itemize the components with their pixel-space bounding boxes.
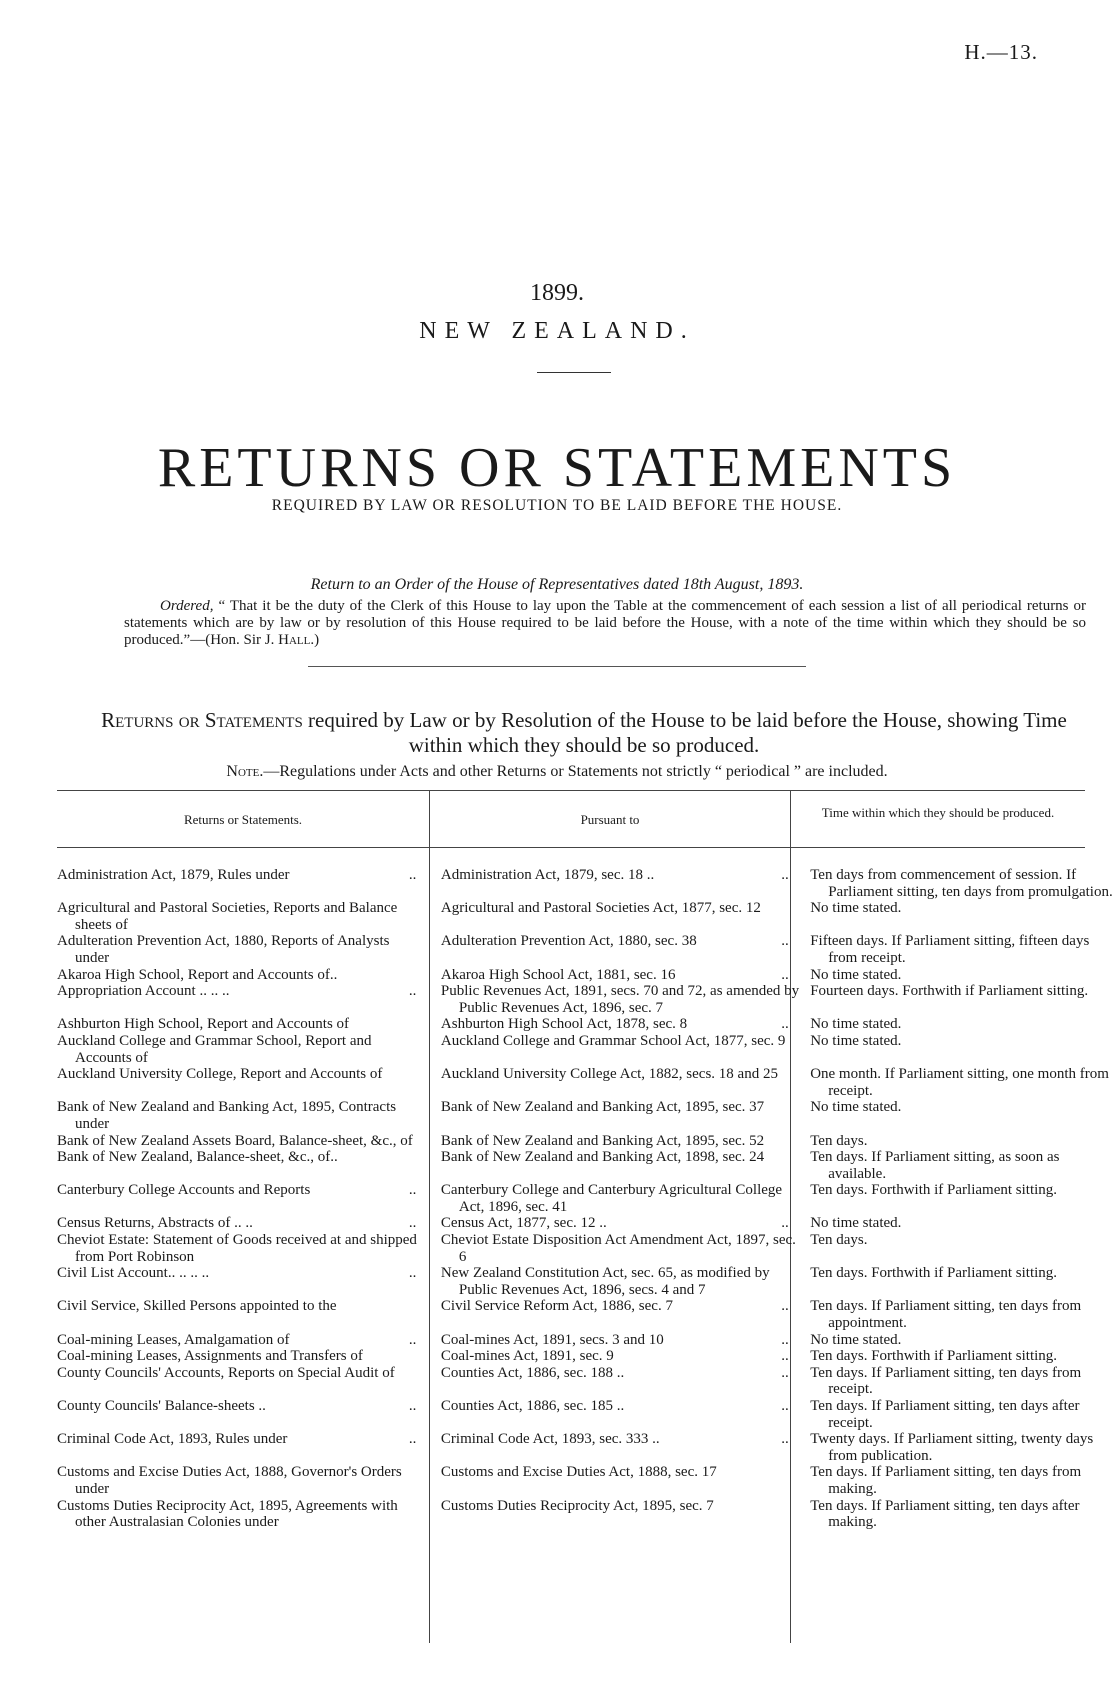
cell-return: Agricultural and Pastoral Societies, Reports and Balance sheets of — [57, 900, 398, 933]
cell-return: Bank of New Zealand, Balance-sheet, &c., of.. — [57, 1149, 338, 1166]
cell-return: Customs and Excise Duties Act, 1888, Governor's Orders under — [57, 1464, 402, 1497]
table-row — [0, 1431, 1114, 1464]
cell-time: Ten days. — [810, 1232, 868, 1249]
cell-return: Civil List Account.. .. .. .. .. — [57, 1265, 417, 1282]
table-row — [0, 967, 1114, 984]
order-text: “ That it be the duty of the Clerk of this House to lay upon the Table at the commencement of each session a list of all periodical returns or statements which are by law or by resolution of this House required to be laid before the House, with a note of the time within which they should be so produced.”—(Hon. Sir J. — [124, 598, 1086, 648]
table-row — [0, 1066, 1114, 1099]
cell-return: Coal-mining Leases, Amalgamation of .. — [57, 1331, 417, 1348]
table-heading — [82, 708, 1086, 758]
cell-return: Civil Service, Skilled Persons appointed to the — [57, 1298, 337, 1315]
cell-time: Ten days. If Parliament sitting, ten days after receipt. — [810, 1398, 1080, 1431]
cell-time: Ten days. If Parliament sitting, ten days from making. — [810, 1464, 1082, 1497]
table-body — [0, 867, 1114, 1531]
cell-pursuant: Customs and Excise Duties Act, 1888, sec. 17 — [440, 1464, 717, 1481]
cell-pursuant: Customs Duties Reciprocity Act, 1895, sec. 7 — [440, 1497, 714, 1514]
cell-pursuant: Bank of New Zealand and Banking Act, 1895, sec. 37 — [440, 1099, 765, 1116]
cell-return: Auckland University College, Report and Accounts of — [57, 1066, 383, 1083]
cell-return: Auckland College and Grammar School, Report and Accounts of — [57, 1032, 372, 1066]
table-row — [0, 1182, 1114, 1215]
table-row — [0, 1232, 1114, 1265]
cell-time: Fifteen days. If Parliament sitting, fifteen days from receipt. — [810, 933, 1090, 966]
table-row — [0, 1149, 1114, 1182]
cell-time: One month. If Parliament sitting, one month from receipt. — [810, 1066, 1109, 1099]
return-order-line: Return to an Order of the House of Representatives dated 18th August, 1893. — [310, 576, 804, 593]
note-label: Note. — [226, 763, 264, 780]
order-word: Ordered, — [160, 598, 214, 614]
subtitle: REQUIRED BY LAW OR RESOLUTION TO BE LAID BEFORE THE HOUSE. — [271, 497, 843, 514]
cell-return: Customs Duties Reciprocity Act, 1895, Agreements with other Australasian Colonies under — [57, 1497, 398, 1531]
cell-return: Canterbury College Accounts and Reports .. — [57, 1182, 417, 1199]
table-row — [0, 1016, 1114, 1033]
cell-pursuant: Census Act, 1877, sec. 12 .. .. — [440, 1215, 789, 1232]
cell-time: Ten days from commencement of session. If Parliament sitting, ten days from promulgation. — [810, 867, 1113, 900]
column-header-returns: Returns or Statements. — [183, 812, 303, 827]
year: 1899. — [530, 280, 584, 306]
cell-return: Criminal Code Act, 1893, Rules under .. — [57, 1431, 417, 1448]
cell-pursuant: Adulteration Prevention Act, 1880, sec. 38 .. — [440, 933, 789, 950]
cell-return: Appropriation Account .. .. .. .. — [57, 983, 417, 1000]
cell-time: No time stated. — [810, 1016, 902, 1033]
cell-pursuant: New Zealand Constitution Act, sec. 65, as modified by Public Revenues Act, 1896, secs. 4 and 7 — [440, 1265, 770, 1298]
cell-return: Adulteration Prevention Act, 1880, Reports of Analysts under — [57, 933, 390, 966]
table-row — [0, 1298, 1114, 1331]
divider-short — [537, 372, 611, 373]
cell-time: No time stated. — [810, 1099, 902, 1116]
cell-return: Akaroa High School, Report and Accounts of.. — [57, 966, 338, 983]
cell-time: No time stated. — [810, 1032, 902, 1049]
table-row — [0, 1133, 1114, 1150]
cell-pursuant: Counties Act, 1886, sec. 185 .. .. — [440, 1398, 789, 1414]
cell-time: No time stated. — [810, 966, 902, 983]
cell-pursuant: Auckland College and Grammar School Act, 1877, sec. 9 — [440, 1032, 786, 1049]
table-heading-rest: required by Law or by Resolution of the House to be laid before the House, showing Time within which they should be so produced. — [308, 708, 1067, 757]
cell-pursuant: Bank of New Zealand and Banking Act, 1898, sec. 24 — [440, 1149, 765, 1166]
table-row — [0, 1215, 1114, 1232]
table-row — [0, 1265, 1114, 1298]
cell-time: Ten days. Forthwith if Parliament sitting. — [810, 1265, 1058, 1282]
table-row — [0, 1099, 1114, 1132]
column-header-pursuant: Pursuant to — [580, 812, 640, 827]
cell-pursuant: Bank of New Zealand and Banking Act, 1895, sec. 52 — [440, 1132, 765, 1149]
table-header-rule — [57, 847, 1085, 848]
cell-time: Ten days. If Parliament sitting, as soon as available. — [810, 1149, 1060, 1182]
cell-time: No time stated. — [810, 900, 902, 917]
table-row — [0, 983, 1114, 1016]
table-row — [0, 933, 1114, 966]
cell-time: Ten days. Forthwith if Parliament sitting. — [810, 1182, 1058, 1199]
cell-pursuant: Akaroa High School Act, 1881, sec. 16 .. — [440, 966, 789, 983]
cell-time: Fourteen days. Forthwith if Parliament sitting. — [810, 983, 1089, 1000]
divider-mid — [308, 666, 806, 667]
table-row — [0, 1365, 1114, 1398]
cell-time: Ten days. If Parliament sitting, ten days after making. — [810, 1497, 1080, 1531]
cell-time: Ten days. — [810, 1132, 868, 1149]
page-reference: H.—13. — [964, 40, 1038, 64]
table-heading-lead: Returns or Statements — [101, 708, 303, 732]
cell-pursuant: Criminal Code Act, 1893, sec. 333 .. .. — [440, 1431, 789, 1448]
cell-time: Ten days. If Parliament sitting, ten days from receipt. — [810, 1364, 1082, 1398]
table-row — [0, 1398, 1114, 1431]
cell-pursuant: Civil Service Reform Act, 1886, sec. 7 .. — [440, 1298, 789, 1315]
cell-return: Ashburton High School, Report and Accounts of — [57, 1016, 350, 1033]
note — [0, 763, 1114, 781]
cell-pursuant: Coal-mines Act, 1891, sec. 9 .. — [440, 1348, 789, 1365]
cell-time: No time stated. — [810, 1215, 902, 1232]
cell-time: Ten days. If Parliament sitting, ten days from appointment. — [810, 1298, 1082, 1332]
table-row — [0, 1332, 1114, 1349]
cell-pursuant: Public Revenues Act, 1891, secs. 70 and 72, as amended by Public Revenues Act, 1896, sec. 7 — [440, 983, 800, 1016]
note-text: —Regulations under Acts and other Returns or Statements not strictly “ periodical ” are included. — [263, 763, 888, 780]
cell-time: No time stated. — [810, 1331, 902, 1348]
cell-time: Ten days. Forthwith if Parliament sitting. — [810, 1348, 1058, 1365]
column-header-time: Time within which they should be produced. — [821, 805, 1055, 820]
cell-return: County Councils' Accounts, Reports on Special Audit of — [57, 1364, 395, 1381]
cell-pursuant: Administration Act, 1879, sec. 18 .. .. — [440, 867, 789, 883]
cell-pursuant: Auckland University College Act, 1882, secs. 18 and 25 — [440, 1066, 778, 1083]
order-name: Hall. — [278, 632, 315, 648]
cell-return: Cheviot Estate: Statement of Goods received at and shipped from Port Robinson — [57, 1232, 417, 1265]
cell-time: Twenty days. If Parliament sitting, twenty days from publication. — [810, 1431, 1094, 1464]
table-row — [0, 1498, 1114, 1531]
order-paragraph — [124, 598, 1086, 649]
cell-pursuant: Counties Act, 1886, sec. 188 .. .. — [440, 1364, 789, 1381]
table-row — [0, 1033, 1114, 1066]
cell-return: Coal-mining Leases, Assignments and Transfers of — [57, 1348, 363, 1365]
cell-return: Bank of New Zealand and Banking Act, 1895, Contracts under — [57, 1099, 397, 1132]
cell-pursuant: Ashburton High School Act, 1878, sec. 8 .. — [440, 1016, 789, 1033]
cell-pursuant: Canterbury College and Canterbury Agricultural College Act, 1896, sec. 41 — [440, 1182, 783, 1215]
table-row — [0, 867, 1114, 900]
country: NEW ZEALAND. — [419, 318, 695, 344]
table-top-rule — [57, 790, 1085, 791]
table-row — [0, 1464, 1114, 1497]
table-row — [0, 1348, 1114, 1365]
cell-pursuant: Coal-mines Act, 1891, secs. 3 and 10 .. — [440, 1331, 789, 1348]
cell-pursuant: Agricultural and Pastoral Societies Act, 1877, sec. 12 — [440, 900, 761, 917]
cell-pursuant: Cheviot Estate Disposition Act Amendment Act, 1897, sec. 6 — [440, 1232, 796, 1265]
order-close: ) — [314, 632, 320, 648]
cell-return: Bank of New Zealand Assets Board, Balance-sheet, &c., of — [57, 1132, 413, 1149]
cell-return: Census Returns, Abstracts of .. .. .. — [57, 1215, 417, 1232]
cell-return: Administration Act, 1879, Rules under .. — [57, 867, 417, 883]
table-row — [0, 900, 1114, 933]
main-title: RETURNS OR STATEMENTS — [157, 437, 957, 499]
cell-return: County Councils' Balance-sheets .. .. — [57, 1398, 417, 1414]
